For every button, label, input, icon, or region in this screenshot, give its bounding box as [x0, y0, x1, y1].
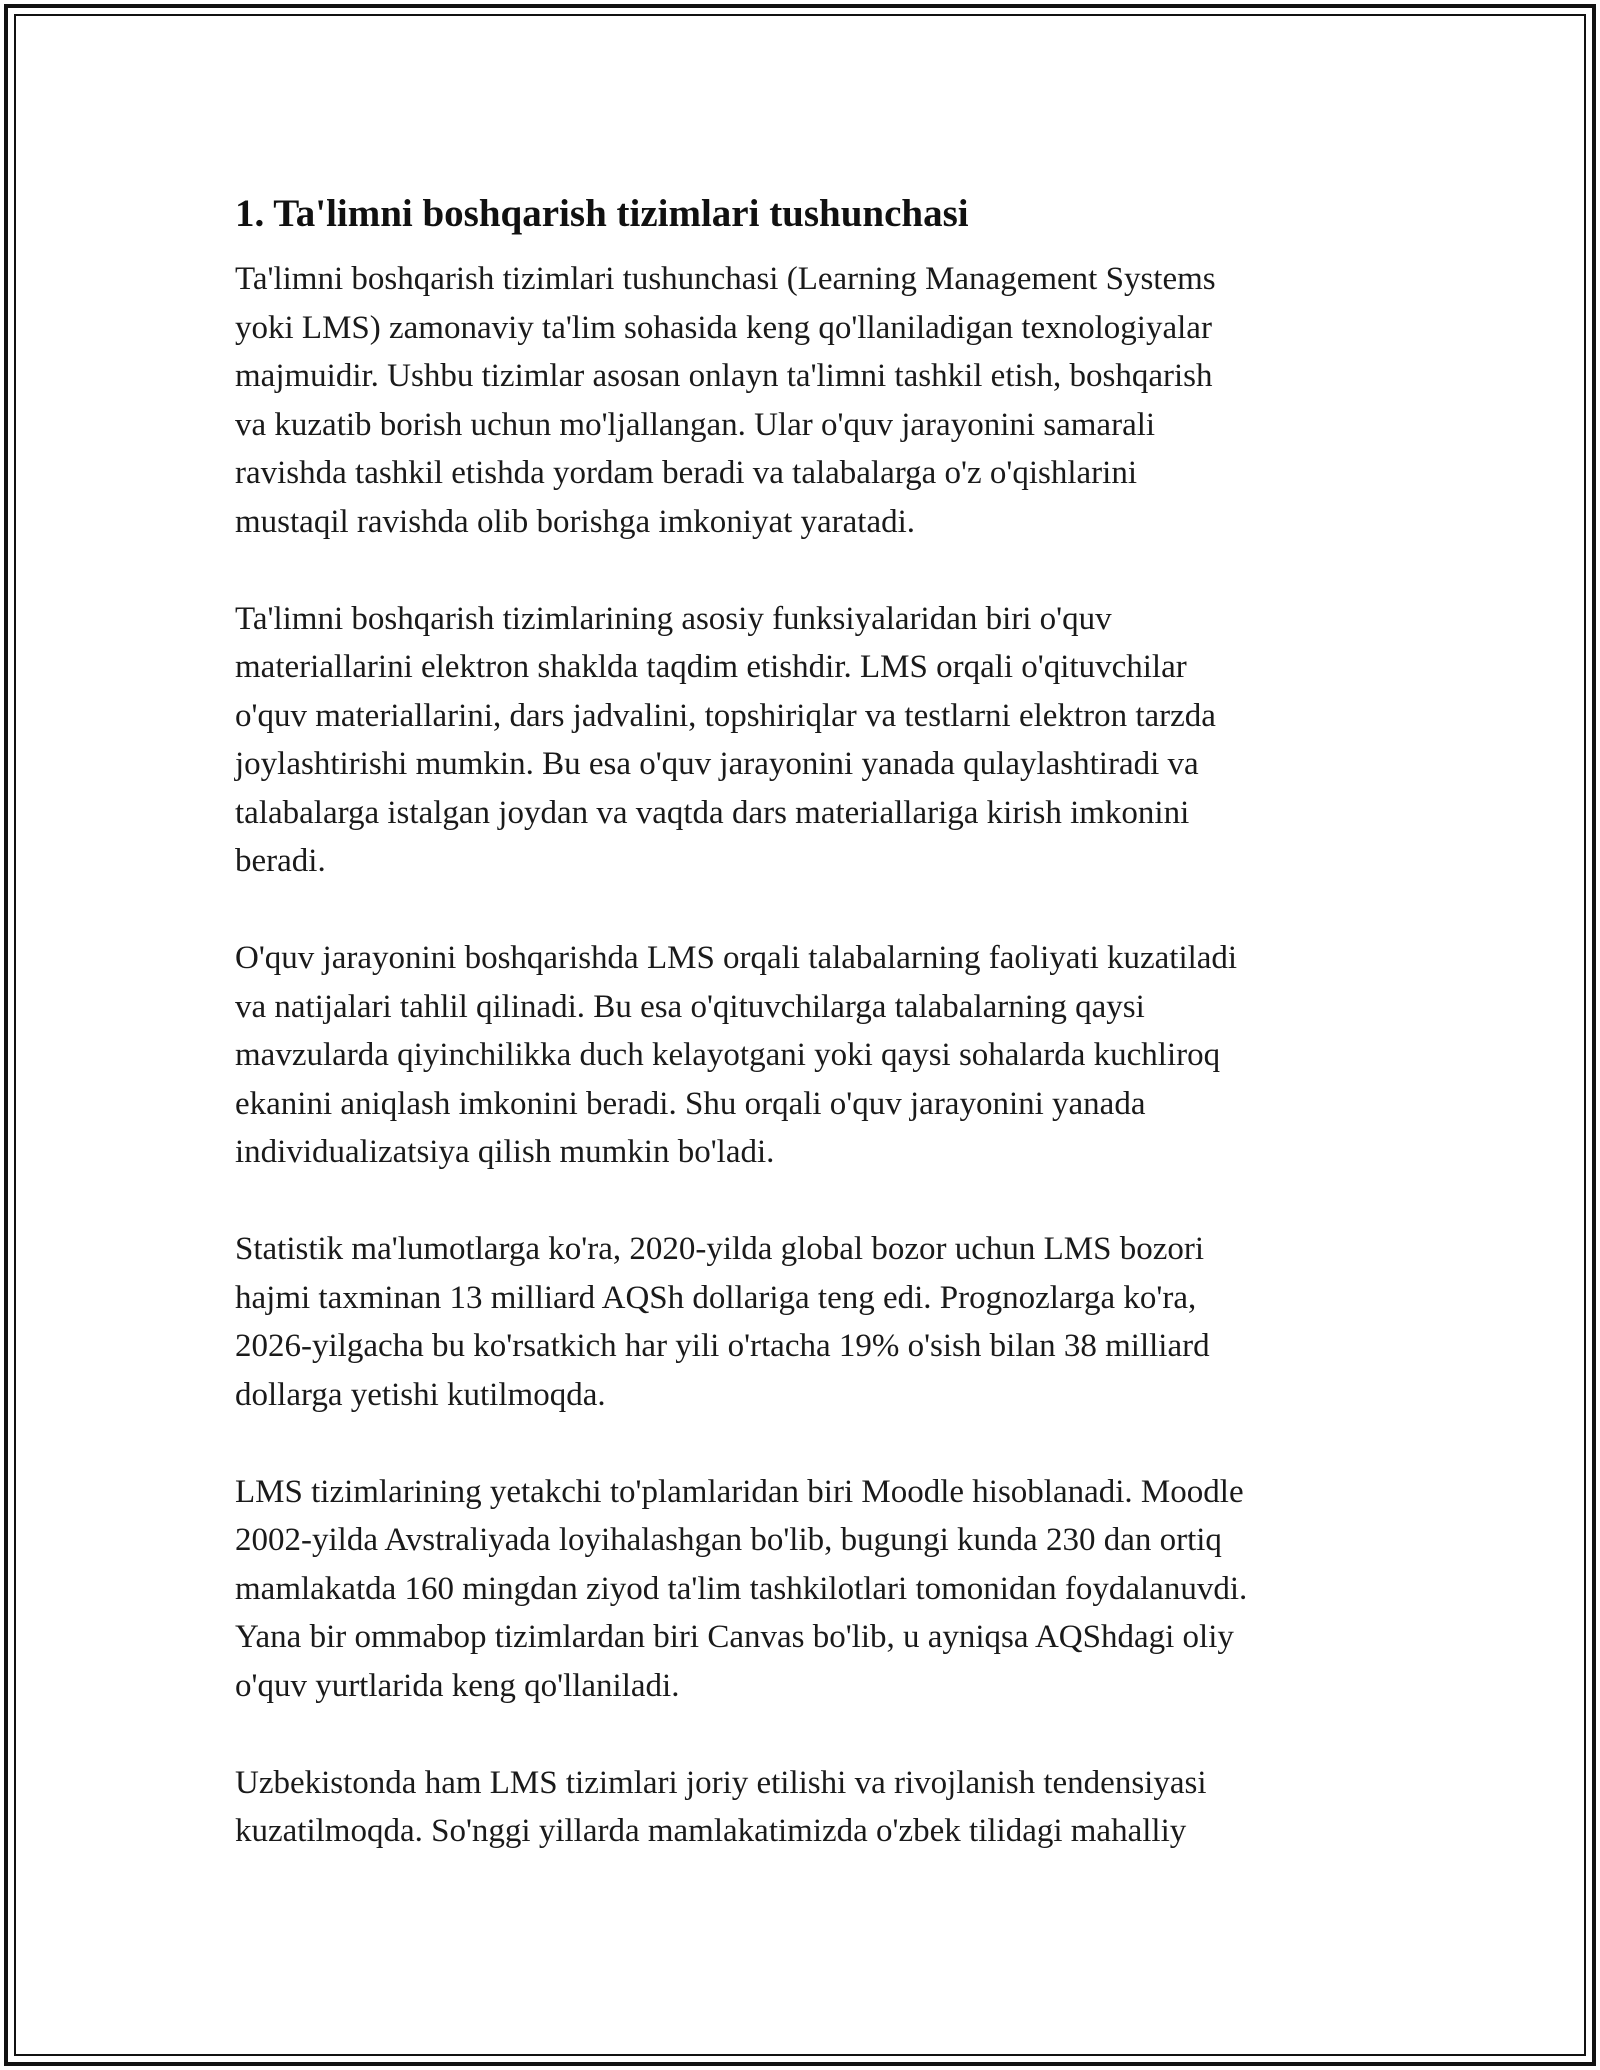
paragraph-line: individualizatsiya qilish mumkin bo'ladi. [235, 1134, 775, 1170]
paragraph-line: o'quv materiallarini, dars jadvalini, topshiriqlar va testlarni elektron tarzda [235, 697, 1216, 734]
paragraph-line: Yana bir ommabop tizimlardan biri Canvas bo'lib, u ayniqsa AQShdagi oliy [235, 1619, 1234, 1655]
paragraph-line: Ta'limni boshqarish tizimlarining asosiy funksiyalaridan biri o'quv [235, 600, 1112, 637]
paragraph-line: LMS tizimlarining yetakchi to'plamlaridan biri Moodle hisoblanadi. Moodle [235, 1473, 1244, 1510]
paragraph-line: Statistik ma'lumotlarga ko'ra, 2020-yilda global bozor uchun LMS bozori [235, 1231, 1205, 1267]
paragraph-line: Ta'limni boshqarish tizimlari tushunchasi (Learning Management Systems [235, 261, 1216, 297]
document-body [235, 185, 1370, 1904]
paragraph-line: o'quv yurtlarida keng qo'llaniladi. [235, 1667, 680, 1704]
paragraph-line: mamlakatda 160 mingdan ziyod ta'lim tashkilotlari tomonidan foydalanuvdi. [235, 1570, 1248, 1607]
paragraph-line: yoki LMS) zamonaviy ta'lim sohasida keng qo'llaniladigan texnologiyalar [235, 309, 1212, 346]
paragraph-line: hajmi taxminan 13 milliard AQSh dollariga teng edi. Prognozlarga ko'ra, [235, 1279, 1197, 1316]
paragraph-line: ravishda tashkil etishda yordam beradi va talabalarga o'z o'qishlarini [235, 455, 1137, 491]
paragraph-line: 2002-yilda Avstraliyada loyihalashgan bo'lib, bugungi kunda 230 dan ortiq [235, 1522, 1222, 1558]
paragraph-line: Uzbekistonda ham LMS tizimlari joriy etilishi va rivojlanish tendensiyasi [235, 1764, 1207, 1801]
paragraph-3 [235, 934, 1370, 1177]
paragraph-line: mustaqil ravishda olib borishga imkoniyat yaratadi. [235, 503, 916, 540]
paragraphs-container [235, 255, 1370, 1856]
paragraph-1 [235, 255, 1370, 546]
paragraph-line: va kuzatib borish uchun mo'ljallangan. Ular o'quv jarayonini samarali [235, 406, 1156, 443]
paragraph-line: O'quv jarayonini boshqarishda LMS orqali talabalarning faoliyati kuzatiladi [235, 940, 1238, 976]
paragraph-line: beradi. [235, 843, 326, 879]
paragraph-line: va natijalari tahlil qilinadi. Bu esa o'qituvchilarga talabalarning qaysi [235, 988, 1145, 1025]
paragraph-line: materiallarini elektron shaklda taqdim etishdir. LMS orqali o'qituvchilar [235, 649, 1187, 685]
paragraph-line: 2026-yilgacha bu ko'rsatkich har yili o'rtacha 19% o'sish bilan 38 milliard [235, 1328, 1210, 1364]
section-heading: 1. Ta'limni boshqarish tizimlari tushunchasi [235, 192, 969, 235]
paragraph-line: majmuidir. Ushbu tizimlar asosan onlayn ta'limni tashkil etish, boshqarish [235, 358, 1213, 394]
paragraph-line: kuzatilmoqda. So'nggi yillarda mamlakatimizda o'zbek tilidagi mahalliy [235, 1813, 1187, 1849]
paragraph-line: ekanini aniqlash imkonini beradi. Shu orqali o'quv jarayonini yanada [235, 1085, 1146, 1122]
paragraph-4 [235, 1225, 1370, 1419]
paragraph-line: talabalarga istalgan joydan va vaqtda dars materiallariga kirish imkonini [235, 794, 1190, 831]
paragraph-line: mavzularda qiyinchilikka duch kelayotgani yoki qaysi sohalarda kuchliroq [235, 1037, 1221, 1073]
paragraph-6 [235, 1759, 1370, 1856]
paragraph-line: joylashtirishi mumkin. Bu esa o'quv jarayonini yanada qulaylashtiradi va [235, 746, 1199, 782]
paragraph-2 [235, 595, 1370, 886]
paragraph-5 [235, 1468, 1370, 1711]
paragraph-line: dollarga yetishi kutilmoqda. [235, 1376, 606, 1413]
